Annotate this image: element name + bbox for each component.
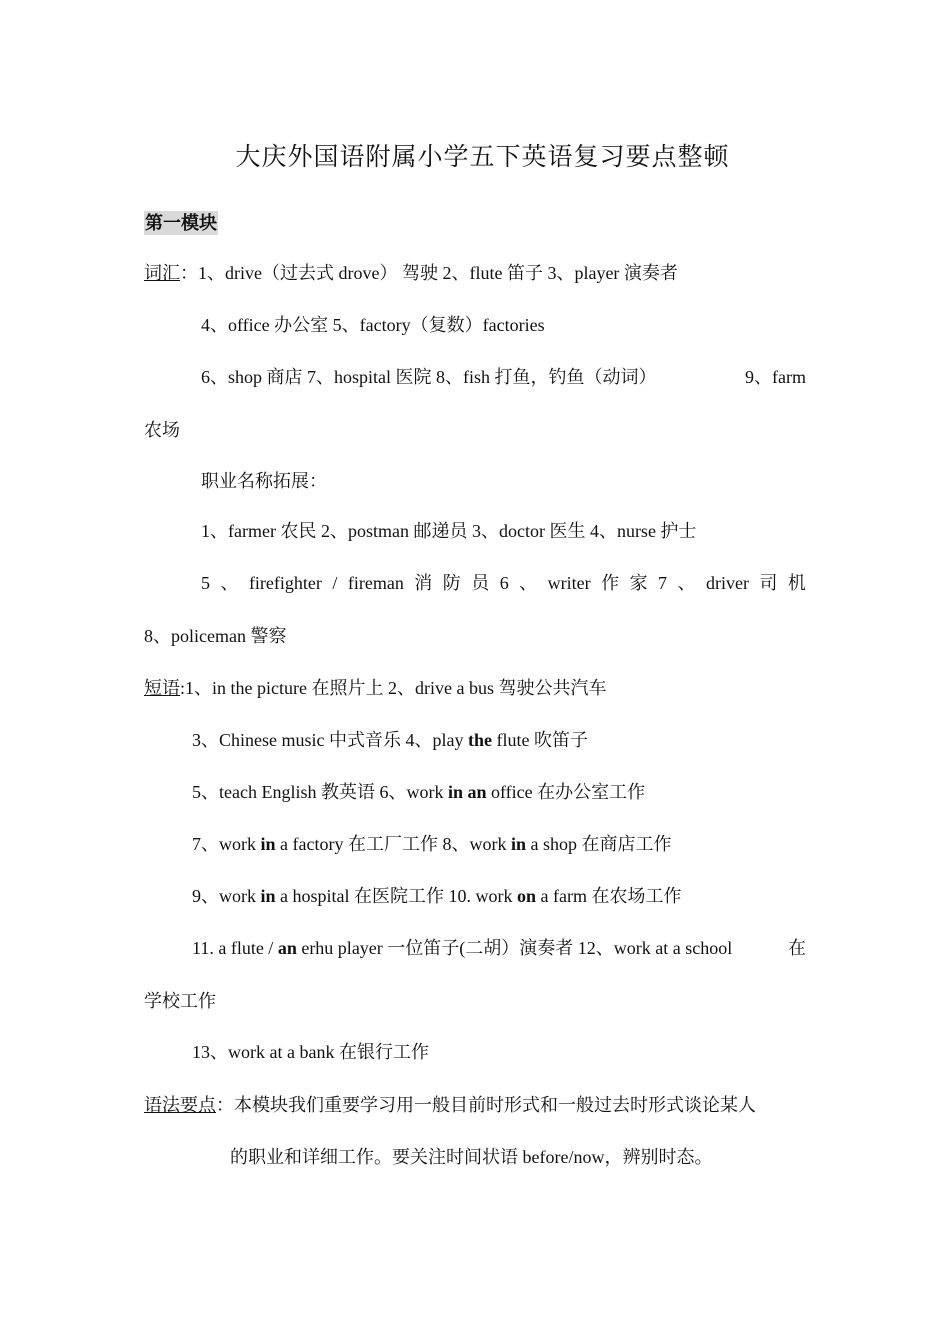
vocab-line-3-cont: 农场 — [144, 420, 180, 440]
vocab-line-5-part: 5 — [201, 573, 210, 593]
vocab-line-1 — [144, 261, 678, 285]
phrase-text: a hospital 在医院工作 10. work — [275, 886, 517, 906]
grammar-line-1 — [144, 1093, 756, 1117]
phrase-text: flute 吹笛子 — [491, 730, 588, 750]
vocab-line-5-part: 、 — [677, 573, 696, 593]
vocab-line-5 — [201, 571, 806, 595]
vocab-line-5-part: 7 — [658, 573, 668, 593]
grammar-label: 语法要点 — [144, 1095, 216, 1115]
vocab-line-2: 4、office 办公室 5、factory（复数）factories — [201, 315, 545, 335]
vocab-line-5-part: driver — [705, 573, 749, 593]
vocab-line-5-part: 防 — [442, 573, 461, 593]
phrase-bold: in an — [447, 782, 487, 802]
vocab-line-5-part: 家 — [629, 573, 648, 593]
phrase-text: a factory 在工厂工作 8、work — [275, 834, 511, 854]
vocab-line-4: 1、farmer 农民 2、postman 邮递员 3、doctor 医生 4、nurse 护士 — [201, 521, 697, 541]
vocab-line-5-part: 6 — [499, 573, 509, 593]
phrase-text: 11. a flute / — [192, 938, 278, 958]
extension-label: 职业名称拓展： — [201, 471, 327, 491]
phrases-label: 短语 — [144, 678, 180, 698]
phrase-text: a farm 在农场工作 — [536, 886, 682, 906]
vocab-line-5-part: 、 — [220, 573, 239, 593]
document-title: 大庆外国语附属小学五下英语复习要点整顿 — [235, 144, 730, 171]
phrase-bold: in — [510, 834, 526, 854]
vocab-line-5-part: 员 — [471, 573, 490, 593]
vocab-line-3-text: 6、shop 商店 7、hospital 医院 8、fish 打鱼，钓鱼（动词） — [201, 367, 657, 387]
module-heading: 第一模块 — [145, 213, 217, 233]
grammar-line-2: 的职业和详细工作。要关注时间状语 before/now，辨别时态。 — [230, 1147, 713, 1167]
vocab-line-5-part: 消 — [414, 573, 433, 593]
vocab-line-5-part: fireman — [347, 573, 404, 593]
phrase-bold: in — [260, 834, 276, 854]
vocab-line-5-part: 司 — [759, 573, 778, 593]
phrase-line-5 — [192, 884, 681, 908]
vocab-line-5-cont: 8、policeman 警察 — [144, 626, 287, 646]
grammar-line-1-text: ：本模块我们重要学习用一般目前时形式和一般过去时形式谈论某人 — [216, 1095, 756, 1115]
vocab-line-5-part: writer — [547, 573, 591, 593]
phrase-text: 9、work — [192, 886, 261, 906]
phrase-bold: on — [517, 886, 537, 906]
phrase-text: 5、teach English 教英语 6、work — [192, 782, 448, 802]
vocab-line-3 — [201, 365, 806, 389]
phrase-line-6 — [192, 936, 806, 960]
phrase-text: office 在办公室工作 — [486, 782, 646, 802]
vocab-line-5-part: 机 — [787, 573, 806, 593]
phrase-text: a shop 在商店工作 — [525, 834, 672, 854]
phrase-line-7: 13、work at a bank 在银行工作 — [192, 1042, 429, 1062]
phrase-text: 3、Chinese music 中式音乐 4、play — [192, 730, 468, 750]
phrase-line-6-end: 在 — [788, 938, 806, 958]
vocab-line-1-text: ：1、drive（过去式 drove） 驾驶 2、flute 笛子 3、player 演奏者 — [180, 263, 678, 283]
phrase-text: erhu player 一位笛子(二胡）演奏者 12、work at a school — [296, 938, 733, 958]
phrase-bold: an — [277, 938, 297, 958]
vocab-line-3-farm: 9、farm — [745, 367, 806, 387]
phrase-line-2 — [192, 728, 588, 752]
phrase-line-1 — [144, 676, 606, 700]
vocab-label: 词汇 — [144, 263, 180, 283]
phrase-text: 7、work — [192, 834, 261, 854]
vocab-line-5-part: firefighter — [248, 573, 322, 593]
phrase-line-3 — [192, 780, 645, 804]
vocab-line-5-part: 作 — [601, 573, 620, 593]
phrase-bold: the — [467, 730, 492, 750]
phrase-line-6-cont: 学校工作 — [144, 991, 216, 1011]
phrase-line-6-text — [192, 936, 732, 960]
phrase-line-1-text: :1、in the picture 在照片上 2、drive a bus 驾驶公共汽车 — [180, 678, 607, 698]
phrase-bold: in — [260, 886, 276, 906]
vocab-line-5-part: 、 — [519, 573, 538, 593]
vocab-line-5-part: / — [332, 573, 338, 593]
phrase-line-4 — [192, 832, 671, 856]
